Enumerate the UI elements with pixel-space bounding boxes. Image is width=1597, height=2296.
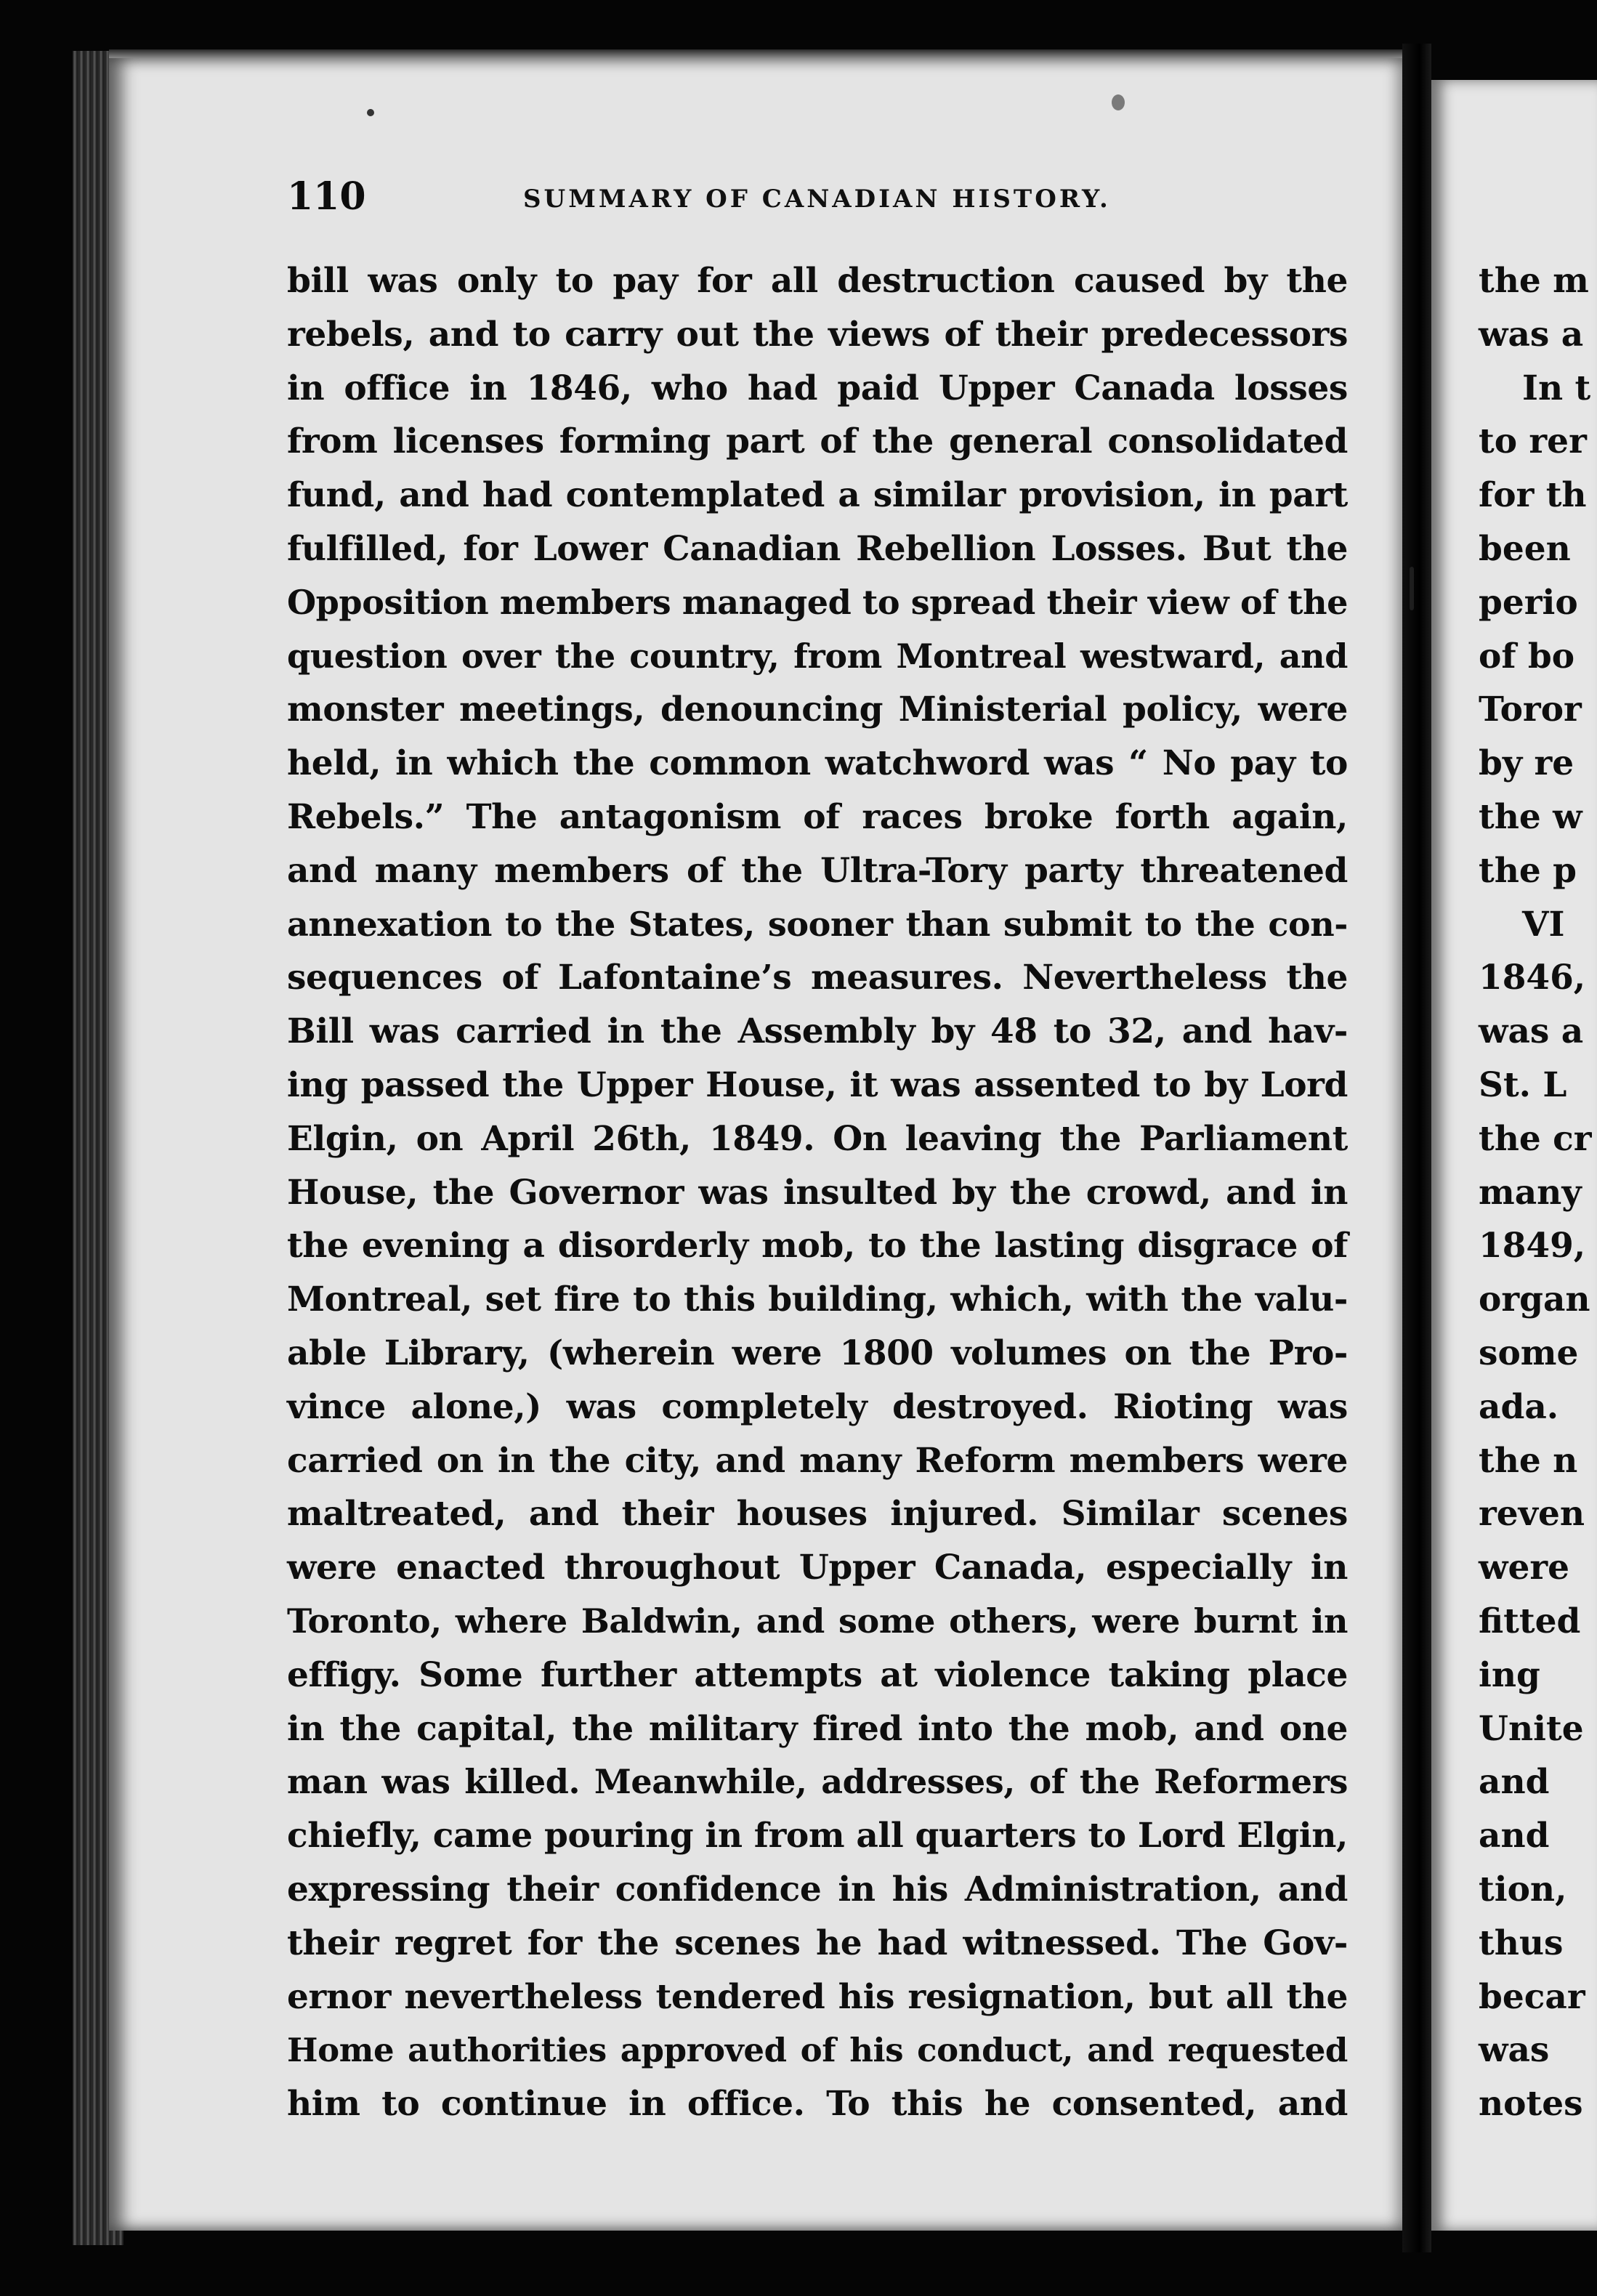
right-text-line: was: [1479, 2030, 1550, 2071]
text-line: from licenses forming part of the general consolidated: [287, 421, 1348, 462]
right-text-line: perio: [1479, 582, 1578, 623]
text-line: effigy. Some further attempts at violence taking place: [287, 1654, 1348, 1695]
right-text-line: and: [1479, 1816, 1550, 1856]
right-text-line: been: [1479, 528, 1571, 569]
right-text-line: and: [1479, 1762, 1550, 1803]
text-line: in office in 1846, who had paid Upper Canada losses: [287, 368, 1348, 408]
text-line: rebels, and to carry out the views of their predecessors: [287, 314, 1348, 355]
text-line: their regret for the scenes he had witnessed. The Gov-: [287, 1923, 1348, 1963]
text-line: fund, and had contemplated a similar provision, in part: [287, 475, 1348, 516]
right-text-line: thus: [1479, 1923, 1564, 1963]
right-page-text: [1479, 254, 1597, 2131]
text-line: ing passed the Upper House, it was assented to by Lord: [287, 1064, 1348, 1105]
right-text-line: fitted: [1479, 1601, 1581, 1641]
text-line: him to continue in office. To this he consented, and: [287, 2084, 1348, 2125]
right-text-line: ing: [1479, 1654, 1540, 1695]
right-text-line: was a: [1479, 1011, 1584, 1052]
scan-speck: [1112, 94, 1125, 110]
text-line: Rebels.” The antagonism of races broke forth again,: [287, 796, 1348, 837]
right-text-line: tion,: [1479, 1869, 1567, 1909]
right-text-line: In t: [1522, 368, 1591, 408]
right-text-line: the w: [1479, 796, 1582, 837]
text-line: carried on in the city, and many Reform members were: [287, 1440, 1348, 1481]
page-number: 110: [287, 174, 366, 219]
right-text-line: notes: [1479, 2084, 1583, 2125]
right-text-line: Toror: [1479, 690, 1582, 730]
right-text-line: were: [1479, 1548, 1570, 1588]
running-head: SUMMARY OF CANADIAN HISTORY.: [523, 185, 1111, 214]
text-line: Montreal, set fire to this building, which, with the valu-: [287, 1280, 1348, 1320]
text-line: sequences of Lafontaine’s measures. Nevertheless the: [287, 958, 1348, 998]
right-text-line: ada.: [1479, 1386, 1559, 1427]
right-text-line: of bo: [1479, 636, 1575, 676]
right-text-line: the p: [1479, 850, 1577, 891]
right-text-line: by re: [1479, 743, 1574, 784]
text-line: maltreated, and their houses injured. Similar scenes: [287, 1494, 1348, 1535]
text-line: chiefly, came pouring in from all quarters to Lord Elgin,: [287, 1816, 1348, 1856]
right-text-line: many: [1479, 1172, 1582, 1213]
right-text-line: the cr: [1479, 1118, 1592, 1159]
text-line: vince alone,) was completely destroyed. Rioting was: [287, 1386, 1348, 1427]
text-line: man was killed. Meanwhile, addresses, of the Reformers: [287, 1762, 1348, 1802]
page-header: [287, 174, 1348, 218]
right-text-line: Unite: [1479, 1708, 1584, 1749]
text-line: Home authorities approved of his conduct, and requested: [287, 2031, 1348, 2070]
body-text: [287, 254, 1348, 2131]
text-line: were enacted throughout Upper Canada, especially in: [287, 1548, 1348, 1588]
right-text-line: for th: [1479, 475, 1587, 516]
text-line: and many members of the Ultra-Tory party threatened: [287, 850, 1348, 891]
scan-speck: [367, 109, 374, 116]
text-line: the evening a disorderly mob, to the lasting disgrace of: [287, 1226, 1348, 1266]
right-text-line: 1846,: [1479, 958, 1586, 998]
text-line: Elgin, on April 26th, 1849. On leaving the Parliament: [287, 1118, 1348, 1159]
text-line: able Library, (wherein were 1800 volumes on the Pro-: [287, 1333, 1348, 1373]
right-text-line: VI: [1522, 904, 1565, 945]
text-line: annexation to the States, sooner than submit to the con-: [287, 904, 1348, 944]
text-line: expressing their confidence in his Administration, and: [287, 1869, 1348, 1909]
right-text-line: to rer: [1479, 421, 1587, 462]
text-line: in the capital, the military fired into the mob, and one: [287, 1708, 1348, 1749]
text-line: Opposition members managed to spread their view of the: [287, 582, 1348, 622]
right-text-line: was a: [1479, 314, 1584, 355]
right-text-line: St. L: [1479, 1064, 1567, 1105]
right-text-line: the m: [1479, 261, 1589, 301]
right-text-line: organ: [1479, 1280, 1590, 1320]
text-line: fulfilled, for Lower Canadian Rebellion Losses. But the: [287, 528, 1348, 569]
text-line: monster meetings, denouncing Ministerial policy, were: [287, 690, 1348, 730]
text-line: Bill was carried in the Assembly by 48 to 32, and hav-: [287, 1011, 1348, 1052]
text-line: bill was only to pay for all destruction caused by the: [287, 261, 1348, 301]
book-gutter: [1402, 44, 1431, 2252]
text-line: House, the Governor was insulted by the crowd, and in: [287, 1172, 1348, 1213]
right-text-line: the n: [1479, 1440, 1578, 1481]
text-line: held, in which the common watchword was “ No pay to: [287, 743, 1348, 784]
text-line: ernor nevertheless tendered his resignation, but all the: [287, 1976, 1348, 2017]
text-line: question over the country, from Montreal westward, and: [287, 636, 1348, 676]
right-text-line: some: [1479, 1333, 1579, 1373]
right-text-line: becar: [1479, 1976, 1585, 2017]
right-text-line: 1849,: [1479, 1226, 1586, 1266]
scan-speck: [1410, 567, 1414, 610]
text-line: Toronto, where Baldwin, and some others, were burnt in: [287, 1601, 1348, 1641]
right-text-line: reven: [1479, 1494, 1585, 1535]
